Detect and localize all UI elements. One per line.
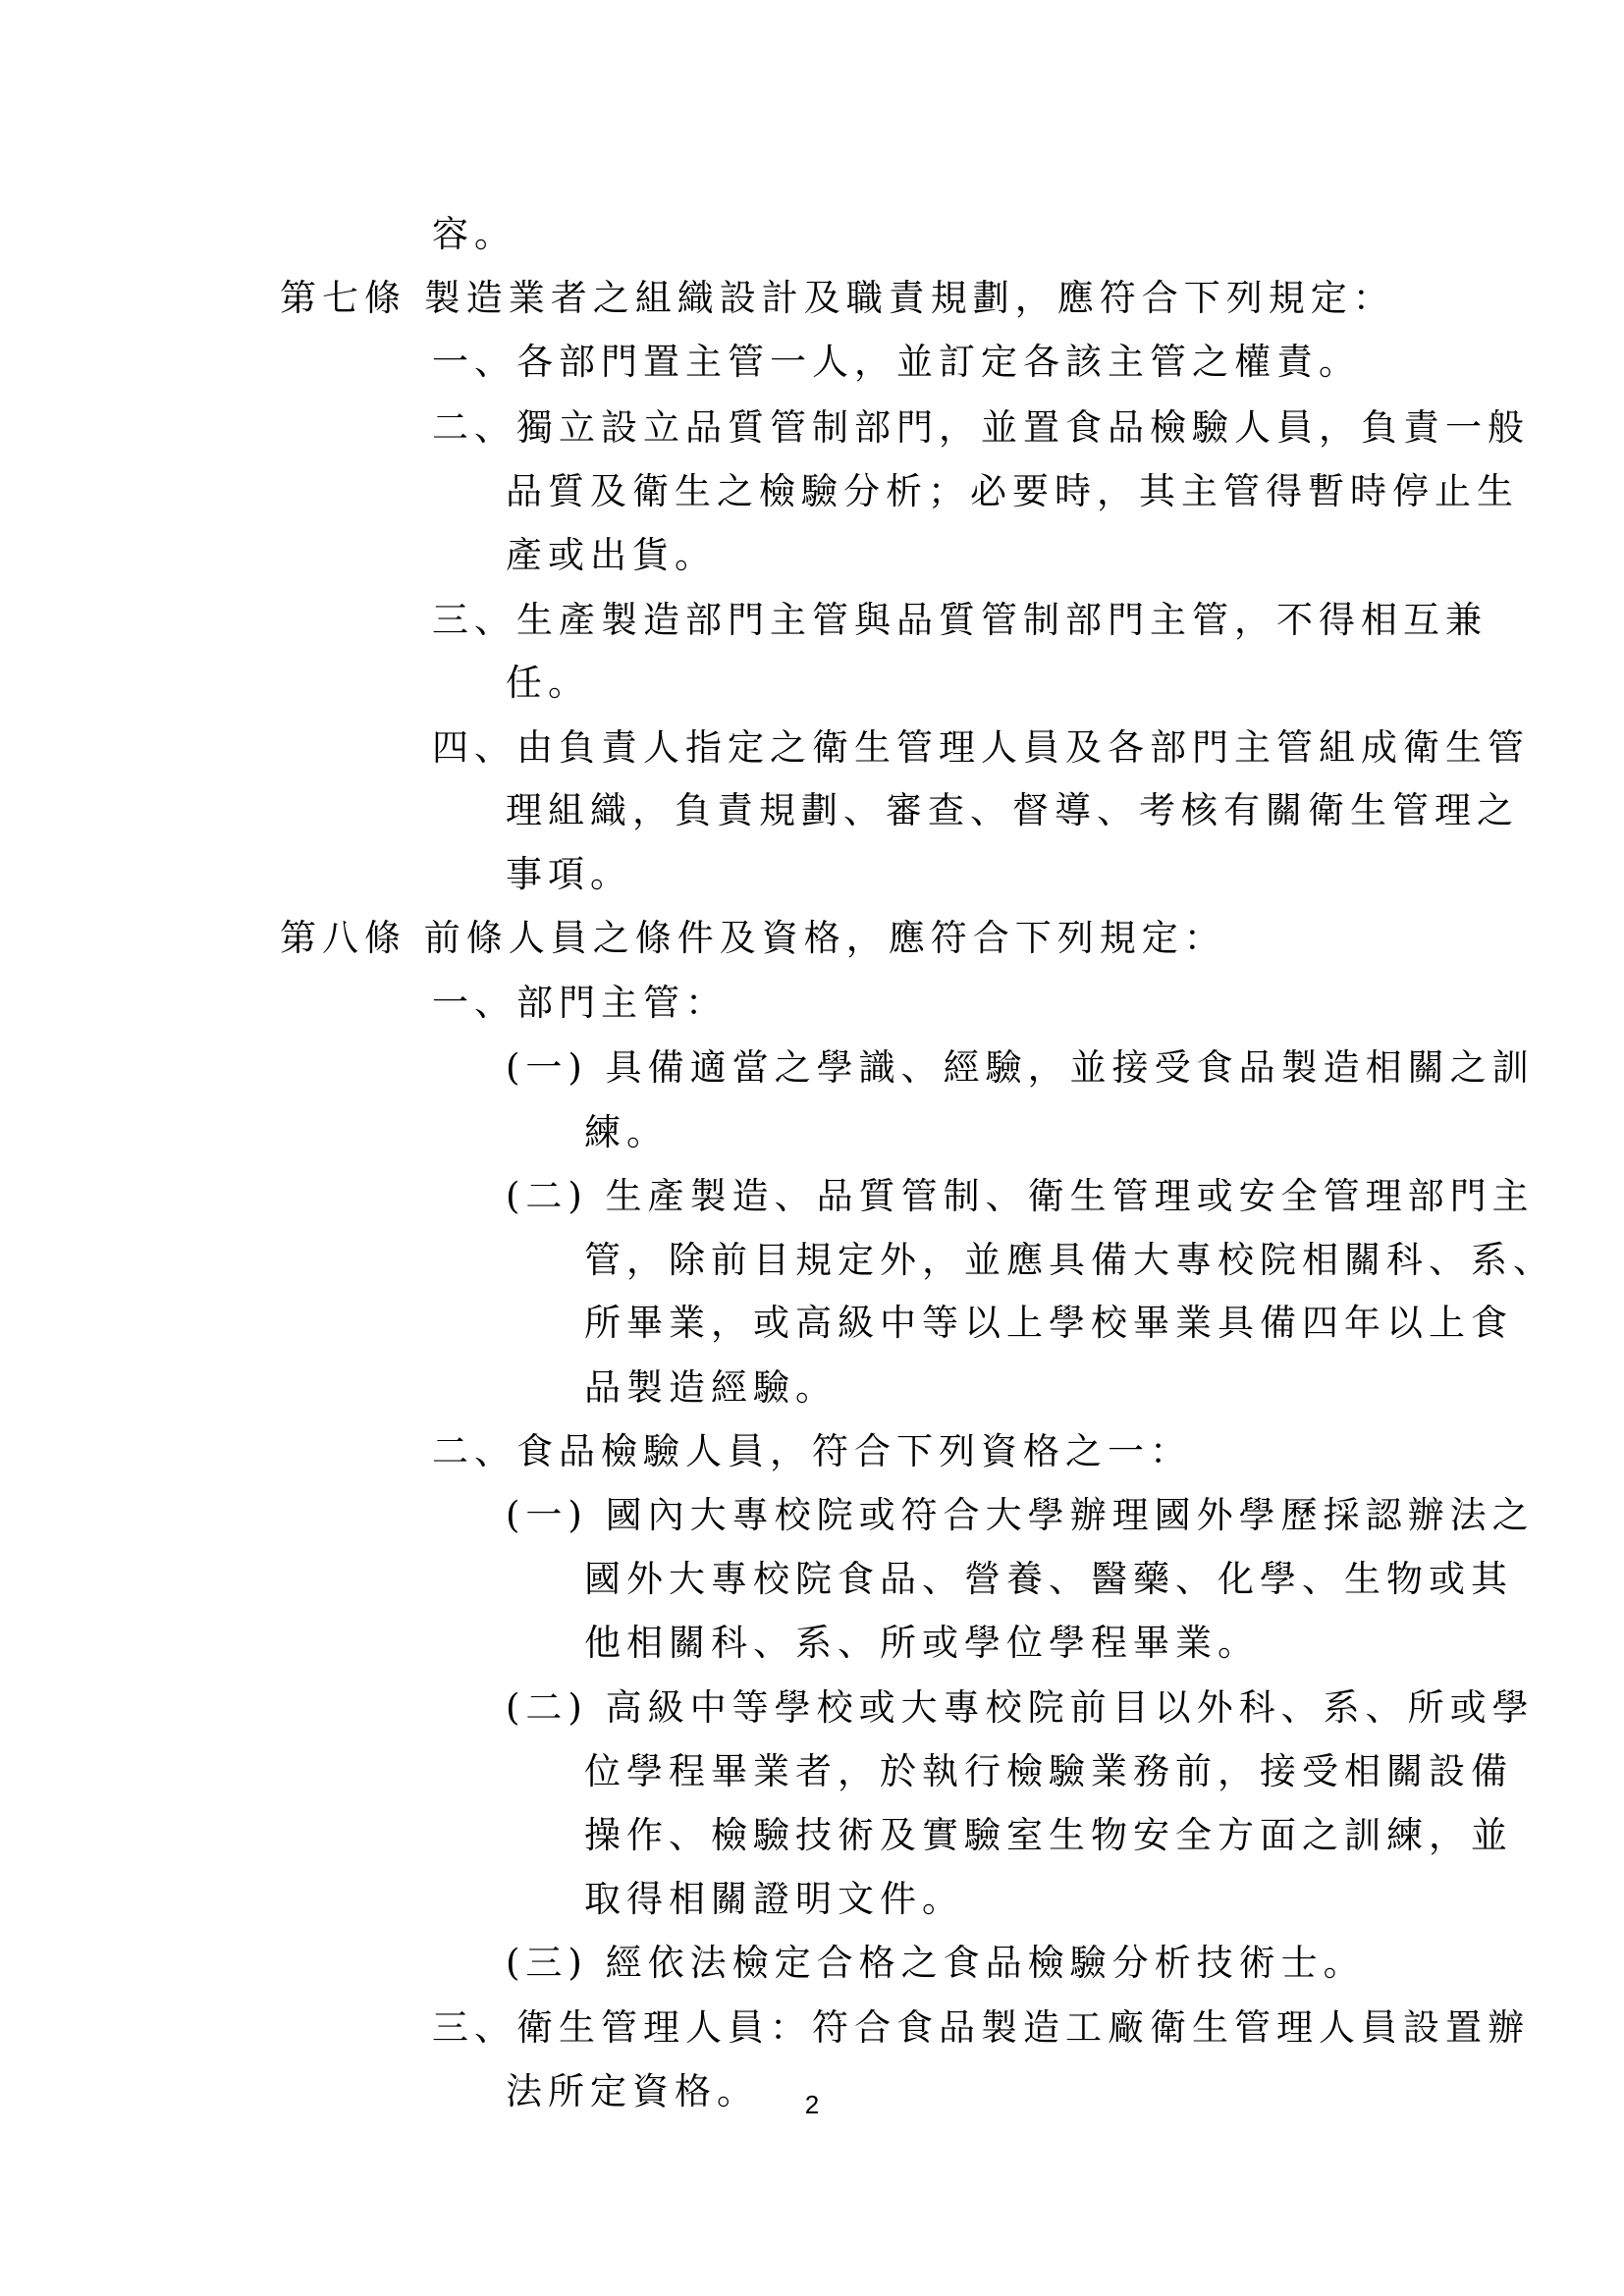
text-line: 品質及衛生之檢驗分析；必要時，其主管得暫時停止生 — [506, 470, 1519, 512]
text-line: 理組織，負責規劃、審查、督導、考核有關衛生管理之 — [506, 789, 1519, 831]
article-heading: 第八條 前條人員之條件及資格，應符合下列規定： — [280, 917, 1226, 959]
text-line: 他相關科、系、所或學位學程畢業。 — [584, 1622, 1260, 1664]
text-line: 一、部門主管： — [432, 982, 728, 1024]
text-line: (二) 高級中等學校或大專校院前目以外科、系、所或學 — [506, 1686, 1535, 1729]
text-line: 二、食品檢驗人員，符合下列資格之一： — [432, 1430, 1192, 1472]
text-line: 所畢業，或高級中等以上學校畢業具備四年以上食 — [584, 1302, 1513, 1344]
text-line: (一) 具備適當之學識、經驗，並接受食品製造相關之訓 — [506, 1046, 1535, 1089]
text-line: 產或出貨。 — [506, 534, 717, 576]
text-line: 二、獨立設立品質管制部門，並置食品檢驗人員，負責一般 — [432, 406, 1530, 449]
text-line: 操作、檢驗技術及實驗室生物安全方面之訓練，並 — [584, 1814, 1513, 1856]
page-number: 2 — [804, 2090, 820, 2119]
text-line: (二) 生產製造、品質管制、衛生管理或安全管理部門主 — [506, 1175, 1535, 1217]
text-line: 四、由負責人指定之衛生管理人員及各部門主管組成衛生管 — [432, 726, 1530, 769]
text-line: 管，除前目規定外，並應具備大專校院相關科、系、 — [584, 1239, 1555, 1281]
text-line: 國外大專校院食品、營養、醫藥、化學、生物或其 — [584, 1558, 1513, 1600]
text-line: 事項。 — [506, 853, 632, 895]
text-line: 位學程畢業者，於執行檢驗業務前，接受相關設備 — [584, 1750, 1513, 1792]
text-line: (三) 經依法檢定合格之食品檢驗分析技術士。 — [506, 1942, 1366, 1984]
text-line: 取得相關證明文件。 — [584, 1878, 964, 1920]
text-line: 一、各部門置主管一人，並訂定各該主管之權責。 — [432, 341, 1361, 383]
text-line: 任。 — [506, 662, 590, 704]
text-line: 容。 — [432, 213, 516, 255]
text-line: 練。 — [584, 1111, 669, 1153]
article-heading: 第七條 製造業者之組織設計及職責規劃，應符合下列規定： — [280, 277, 1395, 319]
text-line: (一) 國內大專校院或符合大學辦理國外學歷採認辦法之 — [506, 1494, 1535, 1536]
text-line: 法所定資格。 — [506, 2070, 759, 2112]
text-line: 品製造經驗。 — [584, 1366, 838, 1409]
text-line: 三、衛生管理人員：符合食品製造工廠衛生管理人員設置辦 — [432, 2006, 1530, 2049]
text-line: 三、生產製造部門主管與品質管制部門主管，不得相互兼 — [432, 599, 1488, 641]
